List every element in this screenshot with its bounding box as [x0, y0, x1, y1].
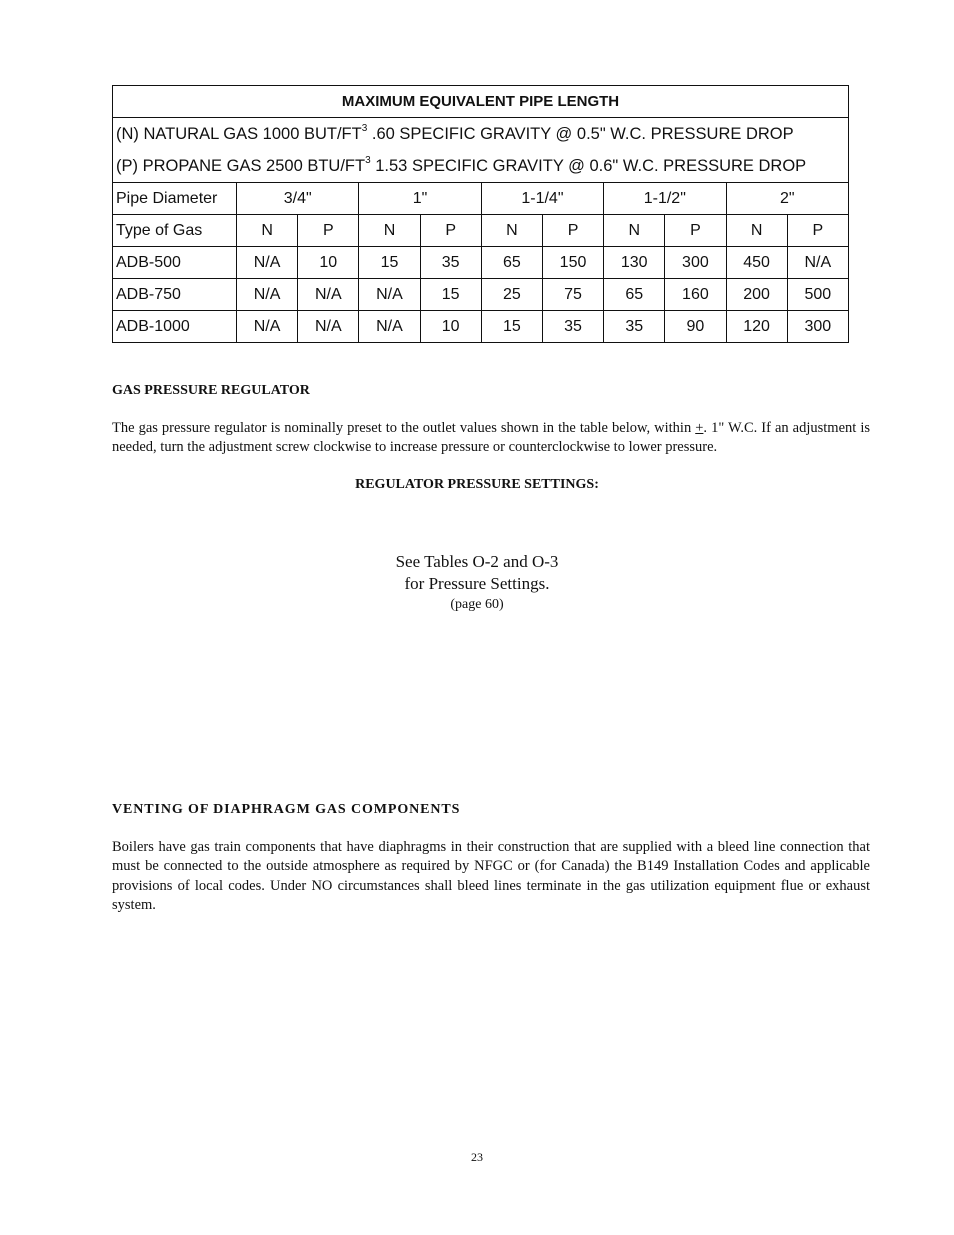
value-cell: 200 — [726, 279, 787, 311]
value-cell: 160 — [665, 279, 726, 311]
value-cell: 35 — [420, 247, 481, 279]
model-cell: ADB-1000 — [113, 311, 237, 343]
gas-type-cell: P — [420, 215, 481, 247]
table-title: MAXIMUM EQUIVALENT PIPE LENGTH — [113, 86, 849, 118]
gas-type-cell: N — [237, 215, 298, 247]
diameter-label: Pipe Diameter — [113, 183, 237, 215]
gas-type-cell: P — [787, 215, 848, 247]
venting-heading: VENTING OF DIAPHRAGM GAS COMPONENTS — [112, 802, 461, 817]
diameter-cell: 1-1/2" — [604, 183, 726, 215]
value-cell: N/A — [359, 311, 420, 343]
regulator-heading: GAS PRESSURE REGULATOR — [112, 383, 310, 398]
gas-type-cell: N — [359, 215, 420, 247]
see-tables-line-2: for Pressure Settings. — [404, 574, 550, 593]
table-row — [113, 311, 849, 343]
table-gas-description — [113, 118, 849, 183]
propane-gas-line: (P) PROPANE GAS 2500 BTU/$FT^3$ 1.53 SPECIFIC GRAVITY @ 0.6" W.C. PRESSURE DROP — [116, 154, 807, 175]
value-cell: 300 — [787, 311, 848, 343]
model-cell: ADB-500 — [113, 247, 237, 279]
value-cell: 25 — [481, 279, 542, 311]
gas-type-cell: P — [542, 215, 603, 247]
gas-type-cell: N — [481, 215, 542, 247]
value-cell: 65 — [481, 247, 542, 279]
value-cell: 150 — [542, 247, 603, 279]
gas-type-cell: N — [726, 215, 787, 247]
value-cell: N/A — [787, 247, 848, 279]
value-cell: 15 — [359, 247, 420, 279]
value-cell: 10 — [298, 247, 359, 279]
settings-heading: REGULATOR PRESSURE SETTINGS: — [355, 477, 599, 492]
value-cell: 15 — [481, 311, 542, 343]
value-cell: 15 — [420, 279, 481, 311]
page-reference: (page 60) — [450, 597, 504, 612]
gas-type-cell: N — [604, 215, 665, 247]
plus-minus-sign: + — [695, 420, 704, 436]
value-cell: 130 — [604, 247, 665, 279]
diameter-cell: 1-1/4" — [481, 183, 603, 215]
value-cell: 35 — [604, 311, 665, 343]
page-number: 23 — [471, 1150, 483, 1164]
gas-type-row — [113, 215, 849, 247]
value-cell: 90 — [665, 311, 726, 343]
value-cell: 300 — [665, 247, 726, 279]
diameter-cell: 1" — [359, 183, 481, 215]
value-cell: 120 — [726, 311, 787, 343]
diameter-cell: 2" — [726, 183, 849, 215]
value-cell: N/A — [298, 279, 359, 311]
model-cell: ADB-750 — [113, 279, 237, 311]
value-cell: N/A — [237, 279, 298, 311]
value-cell: N/A — [359, 279, 420, 311]
gas-type-cell: P — [298, 215, 359, 247]
natural-gas-line: (N) NATURAL GAS 1000 BUT/$FT^3$ .60 SPECIFIC GRAVITY @ 0.5" W.C. PRESSURE DROP — [116, 122, 794, 143]
value-cell: 10 — [420, 311, 481, 343]
see-tables-line-1: See Tables O-2 and O-3 — [395, 552, 559, 571]
value-cell: 450 — [726, 247, 787, 279]
regulator-paragraph: The gas pressure regulator is nominally preset to the outlet values shown in the table below, within +. 1" W.C. If an adjustment is needed, turn the adjustment screw clockwise to increase pressure or counterclockwise to lower pressure. — [112, 420, 870, 456]
value-cell: N/A — [298, 311, 359, 343]
venting-paragraph: Boilers have gas train components that have diaphragms in their construction that are supplied with a bleed line connection that must be connected to the outside atmosphere as required by NFGC or (for Canada) the B149 Installation Codes and applicable provisions of local codes. Under NO circumstances shall bleed lines terminate in the gas utilization equipment flue or exhaust system. — [112, 839, 870, 913]
pipe-length-table — [112, 85, 849, 343]
table-row — [113, 247, 849, 279]
value-cell: 65 — [604, 279, 665, 311]
value-cell: N/A — [237, 247, 298, 279]
value-cell: 75 — [542, 279, 603, 311]
diameter-row — [113, 183, 849, 215]
diameter-cell: 3/4" — [237, 183, 359, 215]
value-cell: N/A — [237, 311, 298, 343]
value-cell: 500 — [787, 279, 848, 311]
gas-type-label: Type of Gas — [113, 215, 237, 247]
table-row — [113, 279, 849, 311]
gas-type-cell: P — [665, 215, 726, 247]
value-cell: 35 — [542, 311, 603, 343]
